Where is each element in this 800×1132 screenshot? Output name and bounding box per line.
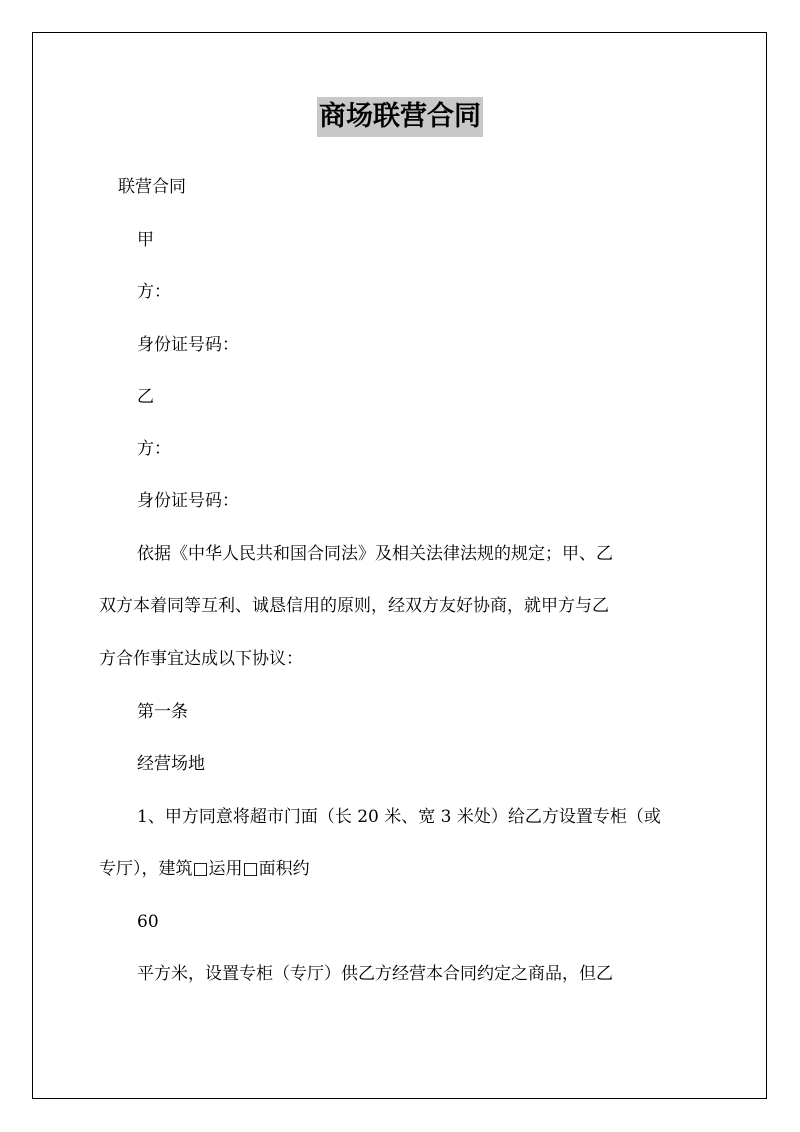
party-a-id-label: 身份证号码： [137, 335, 239, 355]
document-title: 商场联营合同 [317, 97, 483, 137]
party-a-label: 甲 [137, 230, 154, 250]
clause-line: 平方米，设置专柜（专厅）供乙方经营本合同约定之商品，但乙 [137, 964, 613, 984]
clause-line: 60 [137, 912, 159, 932]
paragraph-line: 双方本着同等互利、诚恳信用的原则，经双方友好协商，就甲方与乙 [99, 596, 609, 616]
title-wrapper [0, 97, 800, 137]
article-number: 第一条 [137, 702, 188, 722]
article-heading: 经营场地 [137, 754, 205, 774]
clause-line: 1、甲方同意将超市门面（长 20 米、宽 3 米处）给乙方设置专柜（或 [137, 807, 661, 827]
paragraph-line: 依据《中华人民共和国合同法》及相关法律法规的规定；甲、乙 [137, 544, 613, 564]
clause-line: 专厅），建筑□运用□面积约 [99, 859, 310, 879]
party-a-colon: 方： [137, 282, 171, 302]
paragraph-line: 方合作事宜达成以下协议： [99, 649, 303, 669]
party-b-id-label: 身份证号码： [137, 491, 239, 511]
party-b-label: 乙 [137, 387, 154, 407]
party-b-colon: 方： [137, 439, 171, 459]
subtitle-line: 联营合同 [118, 177, 186, 197]
